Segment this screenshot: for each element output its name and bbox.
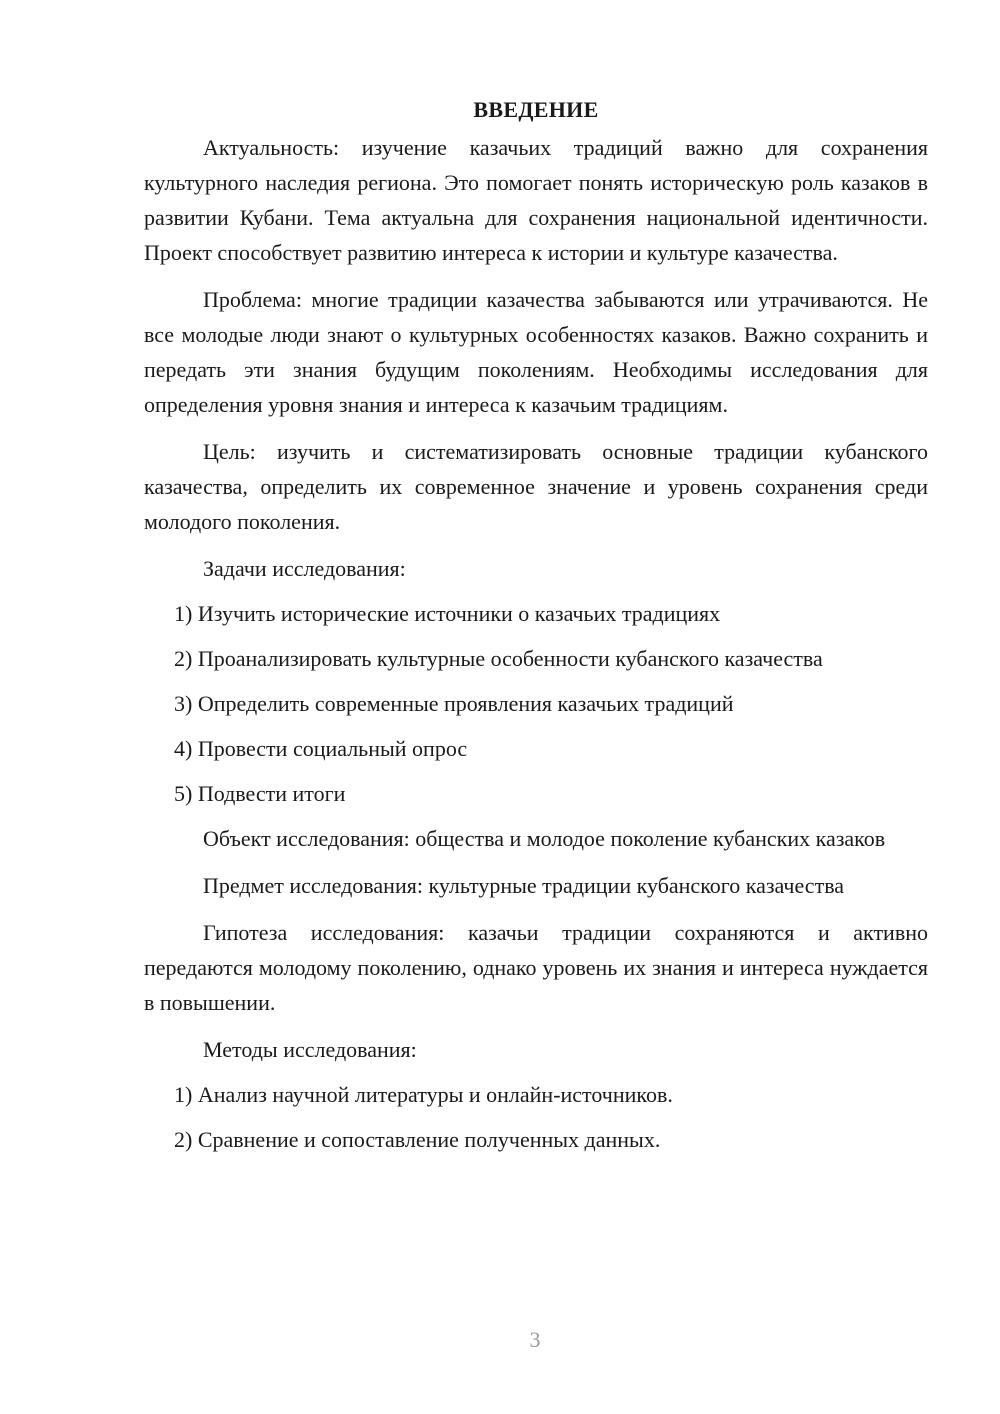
relevance-paragraph: Актуальность: изучение казачьих традиций важно для сохранения культурного наследия региона. Это помогает понять историческую роль казаков в развитии Кубани. Тема актуальна для сохранения национальной идентичности. Проект способствует развитию интереса к истории и культуре казачества. [144, 135, 928, 265]
page-number: 3 [529, 1327, 541, 1352]
hypothesis-paragraph: Гипотеза исследования: казачьи традиции сохраняются и активно передаются молодому поколению, однако уровень их знания и интереса нуждается в повышении. [144, 920, 928, 1015]
object-paragraph: Объект исследования: общества и молодое поколение кубанских казаков [203, 826, 886, 851]
section-title: ВВЕДЕНИЕ [473, 97, 599, 122]
list-item: 2) Сравнение и сопоставление полученных данных. [174, 1127, 661, 1152]
page-content [144, 92, 928, 1167]
list-item: 2) Проанализировать культурные особенности кубанского казачества [174, 646, 823, 671]
list-item: 1) Изучить исторические источники о казачьих традициях [174, 601, 721, 626]
methods-heading: Методы исследования: [203, 1037, 417, 1062]
problem-paragraph: Проблема: многие традиции казачества забываются или утрачиваются. Не все молодые люди знают о культурных особенностях казаков. Важно сохранить и передать эти знания будущим поколениям. Необходимы исследования для определения уровня знания и интереса к казачьим традициям. [144, 287, 928, 417]
tasks-list [144, 596, 928, 811]
list-item: 3) Определить современные проявления казачьих традиций [174, 691, 734, 716]
tasks-heading: Задачи исследования: [203, 556, 406, 581]
goal-paragraph: Цель: изучить и систематизировать основные традиции кубанского казачества, определить их современное значение и уровень сохранения среди молодого поколения. [144, 439, 928, 534]
list-item: 1) Анализ научной литературы и онлайн-источников. [174, 1082, 673, 1107]
list-item: 5) Подвести итоги [174, 781, 346, 806]
subject-paragraph: Предмет исследования: культурные традиции кубанского казачества [203, 873, 845, 898]
methods-list [144, 1077, 928, 1157]
list-item: 4) Провести социальный опрос [174, 736, 468, 761]
